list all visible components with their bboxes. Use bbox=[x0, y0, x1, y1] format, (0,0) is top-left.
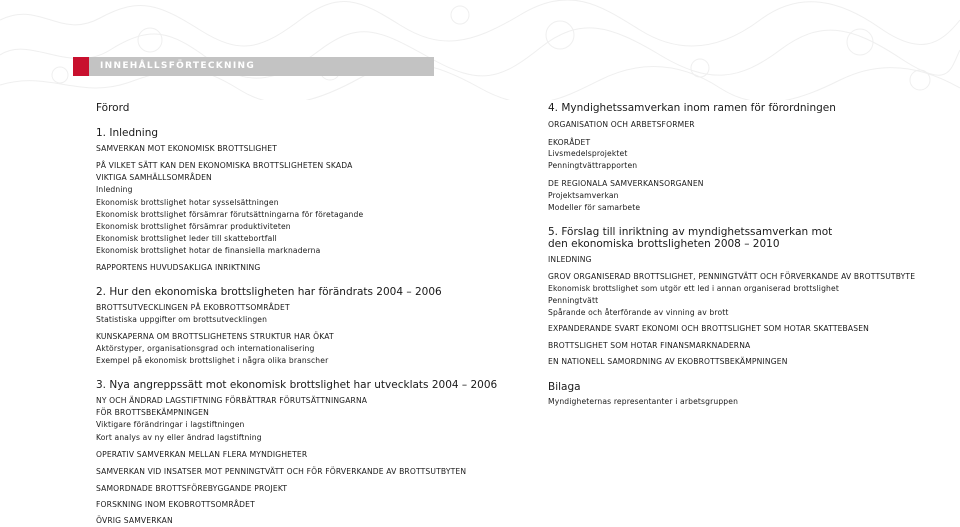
toc-entry-title: Ekonomisk brottslighet hotar sysselsättningen bbox=[96, 198, 279, 207]
toc-entry-title: den ekonomiska brottsligheten 2008 – 2010 bbox=[548, 238, 780, 250]
toc-entry-title: VIKTIGA SAMHÄLLSOMRÅDEN bbox=[96, 173, 212, 182]
toc-entry-title: ORGANISATION OCH ARBETSFORMER bbox=[548, 120, 695, 129]
toc-entry-title: BROTTSUTVECKLINGEN PÅ EKOBROTTSOMRÅDET bbox=[96, 303, 290, 312]
toc-entry-title: 2. Hur den ekonomiska brottsligheten har förändrats 2004 – 2006 bbox=[96, 286, 442, 298]
toc-entry-title: OPERATIV SAMVERKAN MELLAN FLERA MYNDIGHETER bbox=[96, 450, 308, 459]
decorative-pattern bbox=[0, 0, 960, 100]
section-title-bar bbox=[73, 57, 434, 76]
toc-entry-title: Viktigare förändringar i lagstiftningen bbox=[96, 420, 245, 429]
toc-entry-title: Penningtvättrapporten bbox=[548, 161, 638, 170]
toc-entry-title: Spårande och återförande av vinning av brott bbox=[548, 308, 729, 317]
toc-entry-title: INLEDNING bbox=[548, 255, 592, 264]
toc-entry-title: ÖVRIG SAMVERKAN bbox=[96, 516, 173, 525]
toc-entry-title: SAMORDNADE BROTTSFÖREBYGGANDE PROJEKT bbox=[96, 484, 288, 493]
toc-entry-title: 1. Inledning bbox=[96, 127, 159, 139]
toc-entry-title: Statistiska uppgifter om brottsutvecklingen bbox=[96, 315, 268, 324]
toc-entry-title: Myndigheternas representanter i arbetsgruppen bbox=[548, 397, 739, 406]
toc-entry-title: 4. Myndighetssamverkan inom ramen för förordningen bbox=[548, 102, 836, 114]
toc-entry-title: Livsmedelsprojektet bbox=[548, 149, 628, 158]
toc-entry-title: Förord bbox=[96, 102, 130, 114]
toc-entry-title: PÅ VILKET SÄTT KAN DEN EKONOMISKA BROTTSLIGHETEN SKADA bbox=[96, 161, 353, 170]
toc-entry-title: SAMVERKAN MOT EKONOMISK BROTTSLIGHET bbox=[96, 144, 278, 153]
toc-entry-title: Inledning bbox=[96, 185, 133, 194]
toc-entry-title: Ekonomisk brottslighet leder till skattebortfall bbox=[96, 234, 277, 243]
toc-entry-title: GROV ORGANISERAD BROTTSLIGHET, PENNINGTVÄTT OCH FÖRVERKANDE AV BROTTSUTBYTE bbox=[548, 272, 916, 281]
toc-entry-title: Ekonomisk brottslighet hotar de finansiella marknaderna bbox=[96, 246, 321, 255]
toc-entry-title: Ekonomisk brottslighet försämrar produktiviteten bbox=[96, 222, 291, 231]
toc-entry-title: BROTTSLIGHET SOM HOTAR FINANSMARKNADERNA bbox=[548, 341, 751, 350]
toc-entry-title: Kort analys av ny eller ändrad lagstiftning bbox=[96, 433, 262, 442]
toc-entry-title: FORSKNING INOM EKOBROTTSOMRÅDET bbox=[96, 500, 255, 509]
toc-entry-title: Bilaga bbox=[548, 381, 581, 393]
title-accent bbox=[73, 57, 89, 76]
toc-entry-title: EKORÅDET bbox=[548, 138, 591, 147]
toc-entry-title: DE REGIONALA SAMVERKANSORGANEN bbox=[548, 179, 704, 188]
toc-entry-title: 3. Nya angreppssätt mot ekonomisk brottslighet har utvecklats 2004 – 2006 bbox=[96, 379, 498, 391]
toc-entry-title: Penningtvätt bbox=[548, 296, 599, 305]
toc-entry-title: Exempel på ekonomisk brottslighet i några olika branscher bbox=[96, 356, 329, 365]
page-title: INNEHÅLLSFÖRTECKNING bbox=[100, 61, 256, 71]
toc-entry-title: EXPANDERANDE SVART EKONOMI OCH BROTTSLIGHET SOM HOTAR SKATTEBASEN bbox=[548, 324, 870, 333]
toc-entry-title: FÖR BROTTSBEKÄMPNINGEN bbox=[96, 408, 209, 417]
toc-entry-title: EN NATIONELL SAMORDNING AV EKOBROTTSBEKÄMPNINGEN bbox=[548, 357, 788, 366]
toc-entry-title: Aktörstyper, organisationsgrad och internationalisering bbox=[96, 344, 315, 353]
toc-entry-title: NY OCH ÄNDRAD LAGSTIFTNING FÖRBÄTTRAR FÖRUTSÄTTNINGARNA bbox=[96, 396, 368, 405]
toc-entry-title: RAPPORTENS HUVUDSAKLIGA INRIKTNING bbox=[96, 263, 261, 272]
toc-entry-title: KUNSKAPERNA OM BROTTSLIGHETENS STRUKTUR HAR ÖKAT bbox=[96, 332, 334, 341]
toc-entry-title: Ekonomisk brottslighet som utgör ett led i annan organiserad brottslighet bbox=[548, 284, 839, 293]
toc-entry-title: SAMVERKAN VID INSATSER MOT PENNINGTVÄTT OCH FÖR FÖRVERKANDE AV BROTTSUTBYTEN bbox=[96, 467, 467, 476]
toc-entry-title: 5. Förslag till inriktning av myndighetssamverkan mot bbox=[548, 226, 833, 238]
toc-entry-title: Modeller för samarbete bbox=[548, 203, 641, 212]
toc-entry-title: Ekonomisk brottslighet försämrar förutsättningarna för företagande bbox=[96, 210, 364, 219]
toc-entry-title: Projektsamverkan bbox=[548, 191, 619, 200]
